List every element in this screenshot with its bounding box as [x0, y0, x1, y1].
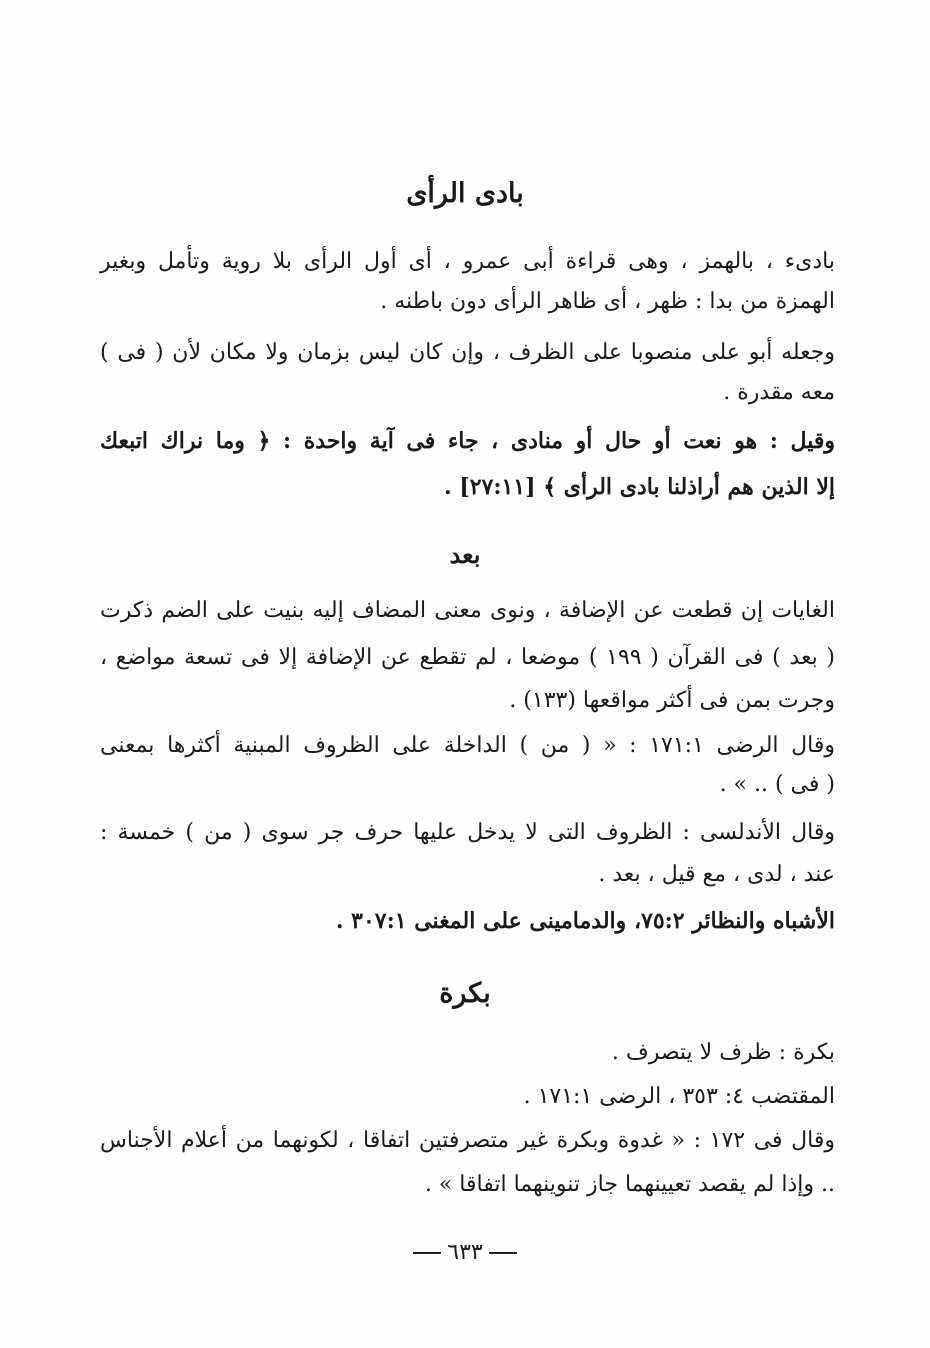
- text-line: وقيل : هو نعت أو حال أو منادى ، جاء فى آية واحدة : ﴿ وما نراك اتبعك: [100, 428, 835, 454]
- text-line: المقتضب ٤: ٣٥٣ ، الرضى ١٧١:١ .: [523, 1084, 835, 1109]
- text-line: وجعله أبو على منصوبا على الظرف ، وإن كان ليس بزمان ولا مكان لأن ( فى ): [100, 340, 835, 365]
- section-heading-badi-alray: بادى الرأى: [406, 178, 524, 209]
- text-line: الغايات إن قطعت عن الإضافة ، ونوى معنى المضاف إليه بنيت على الضم ذكرت: [100, 598, 836, 623]
- page-number-text: ٦٣٣: [447, 1240, 483, 1265]
- text-line: وجرت بمن فى أكثر مواقعها (١٣٣) .: [509, 688, 835, 713]
- text-line: بكرة : ظرف لا يتصرف .: [611, 1040, 835, 1065]
- text-line: ( بعد ) فى القرآن ( ١٩٩ ) موضعا ، لم تقطع عن الإضافة إلا فى تسعة مواضع ،: [100, 645, 835, 670]
- text-line: الأشباه والنظائر ٧٥:٢، والدمامينى على المغنى ٣٠٧:١ .: [335, 908, 835, 934]
- text-line: معه مقدرة .: [723, 380, 835, 405]
- dash-right: [413, 1252, 441, 1254]
- text-line: عند ، لدى ، مع قيل ، بعد .: [598, 862, 835, 887]
- text-line: الهمزة من بدا : ظهر ، أى ظاهر الرأى دون باطنه .: [380, 289, 835, 314]
- section-heading-bukra: بكرة: [439, 978, 491, 1009]
- section-heading-baad: بعد: [449, 540, 481, 569]
- dash-left: [489, 1252, 517, 1254]
- text-line: .. وإذا لم يقصد تعيينهما جاز تنوينهما اتفاقا » .: [424, 1172, 835, 1197]
- page-number: [0, 1240, 930, 1265]
- text-line: بادىء ، بالهمز ، وهى قراءة أبى عمرو ، أى أول الرأى بلا روية وتأمل وبغير: [100, 249, 835, 274]
- text-line: وقال الأندلسى : الظروف التى لا يدخل عليها حرف جر سوى ( من ) خمسة :: [100, 820, 835, 845]
- text-line: ( فى ) .. » .: [719, 772, 835, 797]
- text-line: وقال فى ١٧٢ : « غدوة وبكرة غير متصرفتين اتفاقا ، لكونهما من أعلام الأجناس: [100, 1128, 835, 1153]
- text-line: إلا الذين هم أراذلنا بادى الرأى ﴾ [٢٧:١١] .: [444, 474, 835, 500]
- text-line: وقال الرضى ١٧١:١ : « ( من ) الداخلة على الظروف المبنية أكثرها بمعنى: [100, 733, 835, 758]
